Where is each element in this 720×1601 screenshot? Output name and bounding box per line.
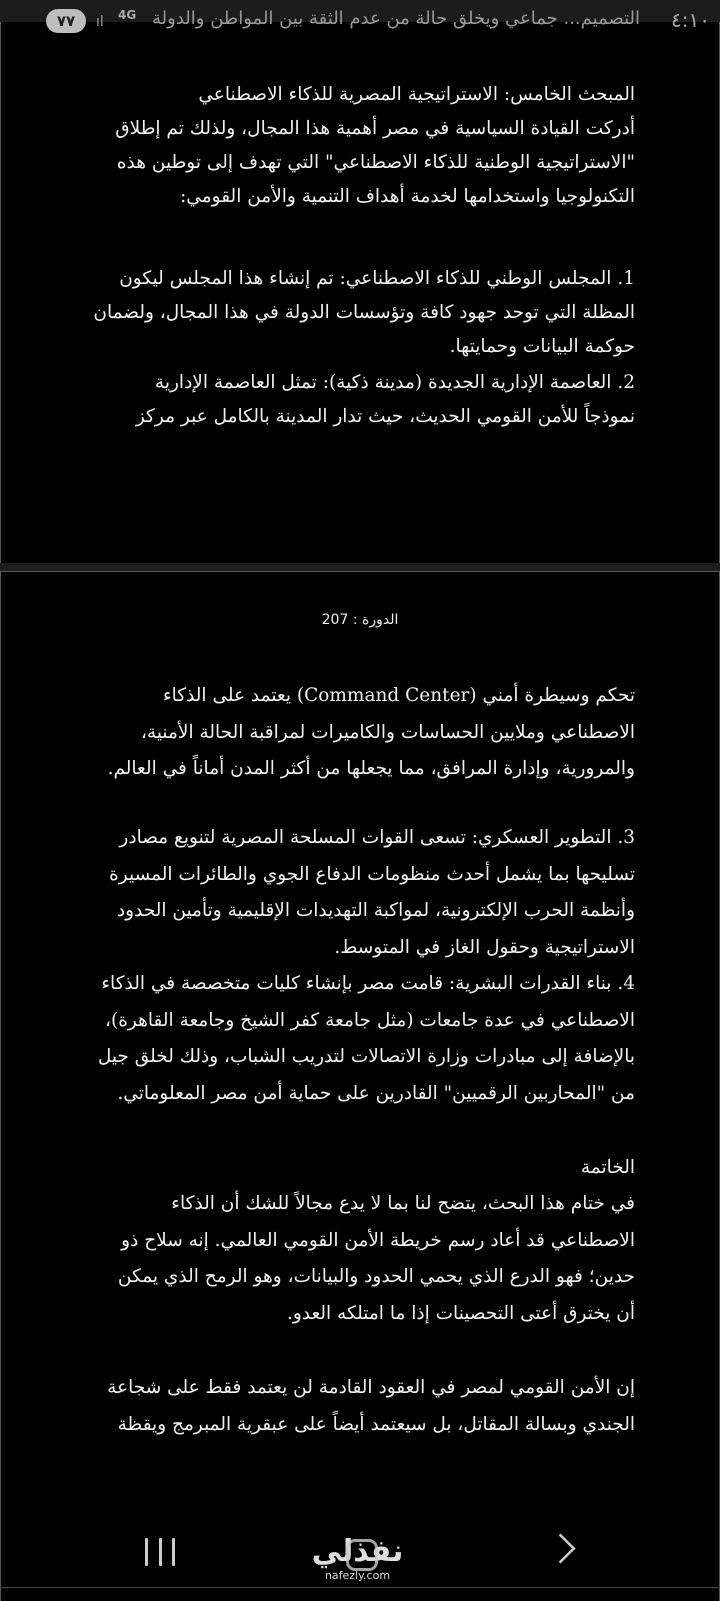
watermark-logo-en: nafezly.com — [324, 1569, 391, 1582]
paragraph — [75, 262, 635, 364]
chat-bubble-icon — [346, 1539, 378, 1571]
text-line: بالإضافة إلى مبادرات وزارة الاتصالات لتدريب الشباب، وذلك لخلق جيل — [97, 1046, 635, 1067]
text-line: نموذجاً للأمن القومي الحديث، حيث تدار المدينة بالكامل عبر مركز — [135, 406, 635, 427]
back-chevron-icon[interactable] — [545, 1533, 575, 1563]
signal-icon: ıl — [96, 14, 104, 30]
divider — [0, 1587, 720, 1588]
paragraph — [75, 678, 635, 788]
network-type: 4G — [118, 8, 137, 22]
nafezly-watermark — [310, 1535, 405, 1600]
watermark-logo-ar: نفذلي — [311, 1534, 404, 1569]
paragraph — [75, 966, 635, 1112]
text-line: وأنظمة الحرب الإلكترونية، لمواكبة التهديدات الإقليمية وتأمين الحدود — [116, 900, 635, 921]
page-separator — [0, 563, 720, 571]
text-line: الجندي وبسالة المقاتل، بل سيعتمد أيضاً على عبقرية المبرمج ويقظة — [117, 1413, 635, 1435]
text-line: الاصطناعي في عدة جامعات (مثل جامعة كفر الشيخ وجامعة القاهرة)، — [105, 1009, 635, 1031]
text-line: 1. المجلس الوطني للذكاء الاصطناعي: تم إنشاء هذا المجلس ليكون — [119, 268, 635, 289]
paragraph — [75, 820, 635, 966]
text-line: الخاتمة — [580, 1157, 635, 1178]
text-line: تسليحها بما يشمل أحدث منظومات الدفاع الجوي والطائرات المسيرة — [109, 863, 635, 885]
text-line: المبحث الخامس: الاستراتيجية المصرية للذكاء الاصطناعي — [198, 84, 635, 105]
text-line: والمرورية، وإدارة المرافق، مما يجعلها من أكثر المدن أماناً في العالم. — [107, 758, 635, 779]
text-line: "الاستراتيجية الوطنية للذكاء الاصطناعي" التي تهدف إلى توطين هذه — [116, 152, 635, 173]
text-line: الاستراتيجية وحقول الغاز في المتوسط. — [334, 936, 635, 958]
paragraph — [75, 1186, 635, 1332]
paragraph — [75, 366, 635, 434]
text-line: 3. التطوير العسكري: تسعى القوات المسلحة المصرية لتنويع مصادر — [119, 827, 635, 848]
paragraph — [75, 1150, 635, 1187]
text-line: في ختام هذا البحث، يتضح لنا بما لا يدع مجالاً للشك أن الذكاء — [171, 1193, 635, 1214]
text-line: 4. بناء القدرات البشرية: قامت مصر بإنشاء كليات متخصصة في الذكاء — [101, 973, 635, 994]
text-line: أن يخترق أعتى التحصينات إذا ما امتلكه العدو. — [286, 1302, 635, 1324]
battery-indicator: ٧٧ — [46, 9, 86, 33]
text-line: إن الأمن القومي لمصر في العقود القادمة لن يعتمد فقط على شجاعة — [107, 1377, 635, 1398]
bottom-navigation — [0, 1500, 720, 1600]
text-line: المظلة التي توحد جهود كافة وتؤسسات الدولة في هذا المجال، ولضمان — [93, 302, 635, 323]
text-line: أدركت القيادة السياسية في مصر أهمية هذا المجال، ولذلك تم إطلاق — [115, 118, 635, 139]
recent-apps-button[interactable] — [145, 1538, 175, 1568]
notification-ticker: التصميم... جماعي ويخلق حالة من عدم الثقة بين المواطن والدولة — [152, 8, 640, 29]
text-line: من "المحاربين الرقميين" القادرين على حماية أمن مصر المعلوماتي. — [117, 1082, 635, 1104]
text-line: حدين؛ فهو الدرع الذي يحمي الحدود والبيانات، وهو الرمح الذي يمكن — [117, 1266, 635, 1287]
text-line: تحكم وسيطرة أمني (Command Center) يعتمد على الذكاء — [162, 685, 635, 706]
paragraph — [75, 78, 635, 214]
text-line: حوكمة البيانات وحمايتها. — [449, 336, 635, 357]
paragraph — [75, 1370, 635, 1443]
status-time: ٤:١٠ — [671, 8, 710, 32]
text-line: الاصطناعي وملايين الحساسات والكاميرات لمراقبة الحالة الأمنية، — [140, 721, 635, 743]
text-line: التكنولوجيا واستخدامها لخدمة أهداف التنمية والأمن القومي: — [180, 186, 635, 207]
text-line: 2. العاصمة الإدارية الجديدة (مدينة ذكية): تمثل العاصمة الإدارية — [154, 372, 635, 393]
page-number: الدورة : 207 — [321, 612, 399, 628]
text-line: الاصطناعي قد أعاد رسم خريطة الأمن القومي العالمي. إنه سلاح ذو — [121, 1229, 635, 1251]
